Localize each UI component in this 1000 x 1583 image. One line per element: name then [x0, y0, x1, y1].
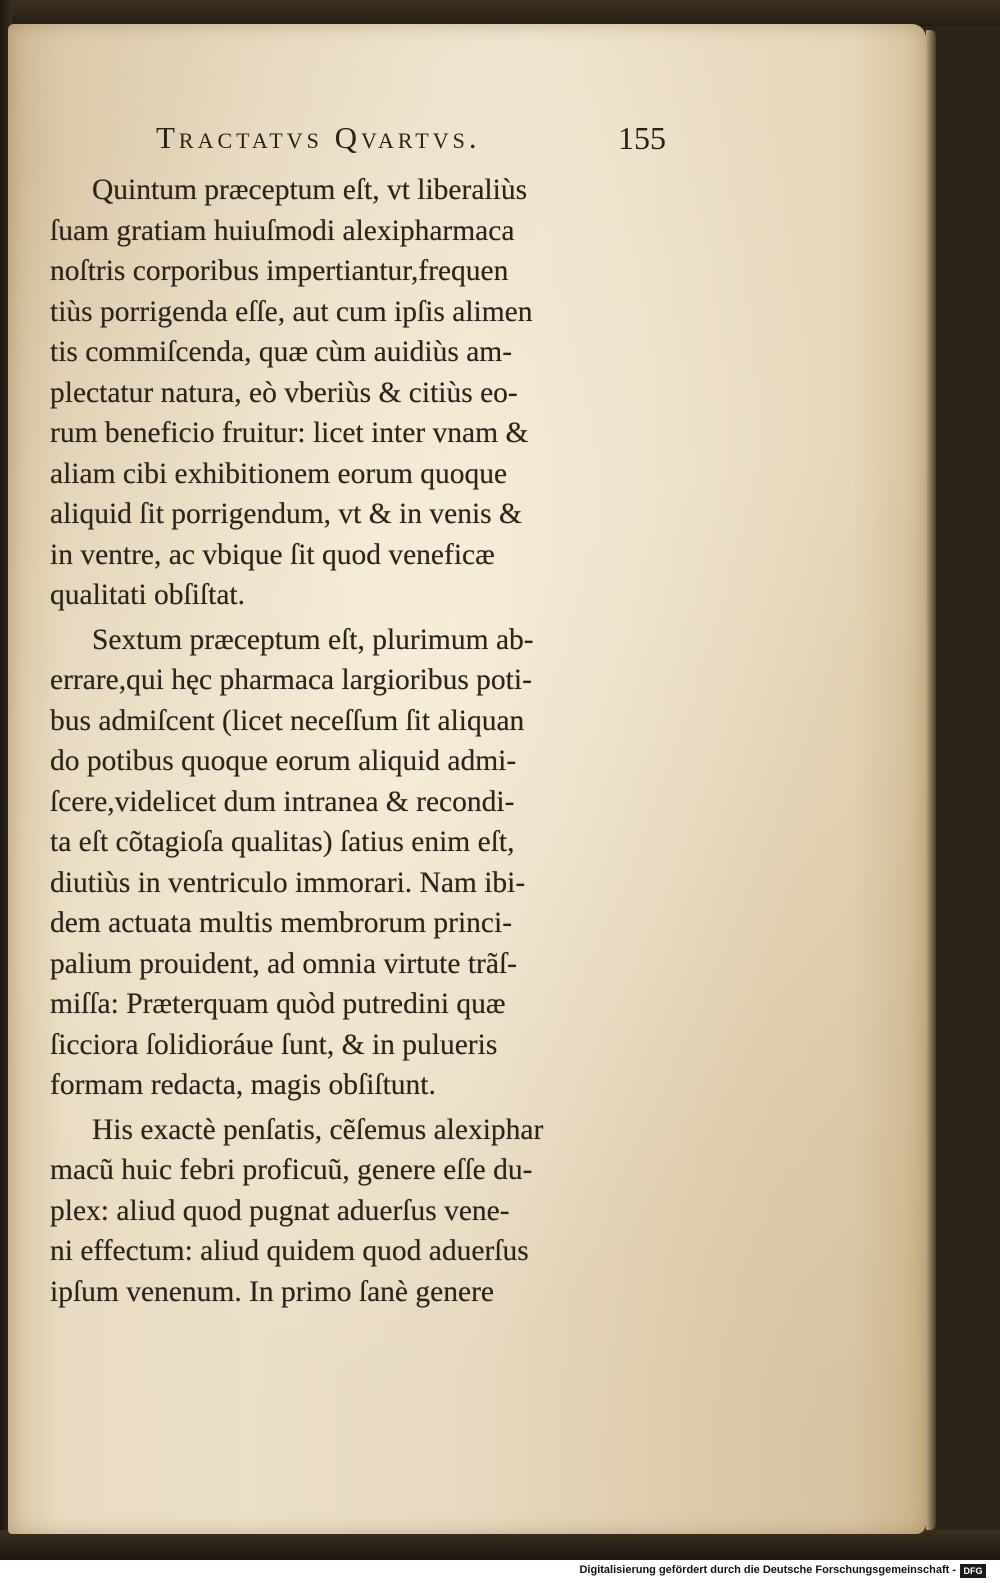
- text-line: aliquid ſit porrigendum, vt & in venis &: [50, 498, 522, 530]
- text-line: ſuam gratiam huiuſmodi alexipharmaca: [50, 214, 515, 247]
- text-line: ni effectum: aliud quidem quod aduerſus: [50, 1235, 529, 1267]
- text-line: aliam cibi exhibitionem eorum quoque: [50, 457, 508, 490]
- text-line: His exactè penſatis, cẽſemus alexiphar: [92, 1113, 544, 1146]
- text-line: dem actuata multis membrorum princi-: [50, 907, 513, 939]
- text-line: diutiùs in ventriculo immorari. Nam ibi-: [50, 866, 526, 899]
- text-line: ſicciora ſolidioráue ſunt, & in pulueris: [50, 1028, 498, 1061]
- page-edge-shadow: [926, 30, 936, 1530]
- text-line: bus admiſcent (licet neceſſum ſit aliquan: [50, 704, 525, 737]
- text-line: in ventre, ac vbique ſit quod veneficæ: [50, 538, 495, 571]
- text-line: Sextum præceptum eſt, plurimum ab-: [92, 623, 534, 656]
- page-number: 155: [618, 120, 666, 156]
- text-line: plex: aliud quod pugnat aduerſus vene-: [50, 1194, 510, 1227]
- text-line: plectatur natura, eò vberiùs & citiùs eo-: [50, 376, 518, 409]
- text-line: macũ huic febri proficuũ, genere eſſe du-: [50, 1154, 533, 1186]
- text-line: ipſum venenum. In primo ſanè genere: [50, 1275, 494, 1308]
- text-line: tiùs porrigenda eſſe, aut cum ipſis alimen: [50, 295, 533, 328]
- funding-credit: Digitalisierung gefördert durch die Deutsche Forschungsgemeinschaft -: [579, 1564, 956, 1576]
- dfg-logo: DFG: [960, 1564, 986, 1578]
- text-line: errare,qui hęc pharmaca largioribus poti-: [50, 664, 532, 696]
- text-line: formam redacta, magis obſiſtunt.: [50, 1069, 436, 1101]
- text-line: miſſa: Præterquam quòd putredini quæ: [50, 988, 506, 1020]
- text-line: ta eſt cõtagioſa qualitas) ſatius enim eſt,: [50, 826, 515, 858]
- text-line: Quintum præceptum eſt, vt liberaliùs: [92, 174, 528, 206]
- running-head: [156, 120, 666, 166]
- text-line: palium prouident, ad omnia virtute trãſ-: [50, 947, 517, 980]
- text-line: do potibus quoque eorum aliquid admi-: [50, 745, 517, 777]
- scan-edge-bottom: [0, 1530, 1000, 1560]
- text-line: noſtris corporibus impertiantur,frequen: [50, 255, 509, 287]
- text-line: ſcere,videlicet dum intranea & recondi-: [50, 785, 515, 818]
- digitization-footer: [0, 1560, 1000, 1583]
- scan-edge-top: [0, 0, 1000, 26]
- text-line: tis commiſcenda, quæ cùm auidiùs am-: [50, 336, 513, 368]
- running-title: Tractatvs Qvartvs.: [156, 120, 481, 155]
- book-page: [8, 24, 926, 1534]
- body-text: [50, 170, 670, 1312]
- text-line: rum beneficio fruitur: licet inter vnam &: [50, 417, 529, 449]
- text-line: qualitati obſiſtat.: [50, 579, 245, 611]
